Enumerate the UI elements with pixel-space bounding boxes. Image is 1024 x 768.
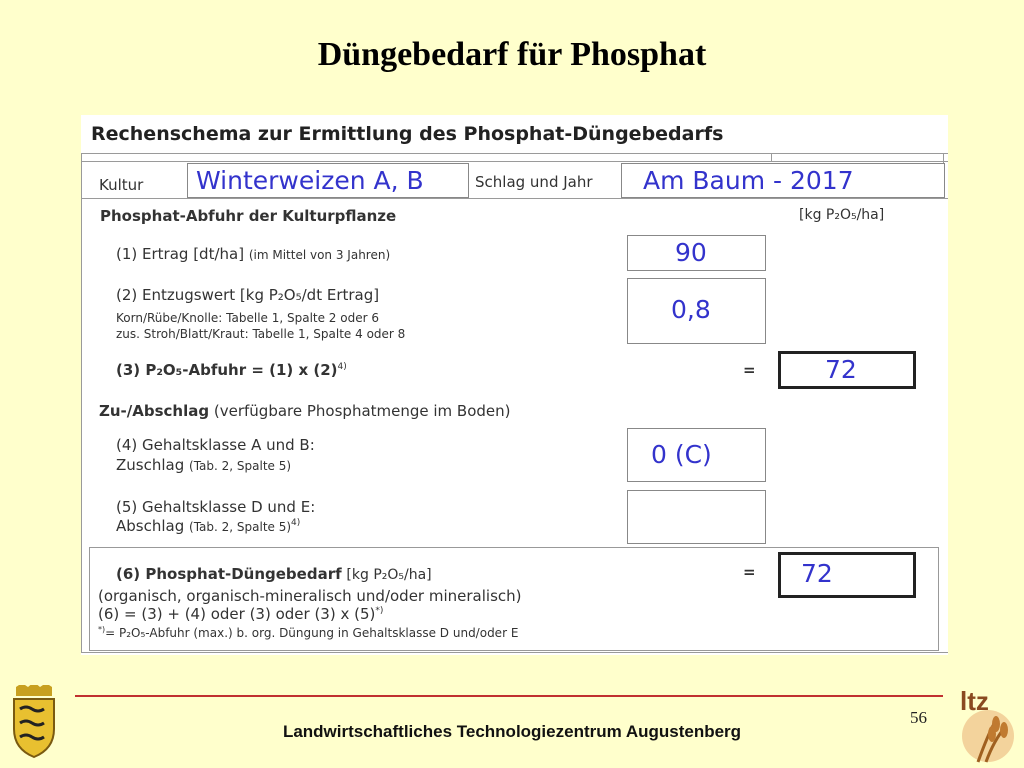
row5-label-a: (5) Gehaltsklasse D und E: xyxy=(116,498,316,516)
fertilizer-demand-field xyxy=(778,552,916,598)
divider xyxy=(771,153,772,161)
calculation-form xyxy=(81,115,948,655)
row6-unit: [kg P₂O₅/ha] xyxy=(346,567,432,583)
section-adjust-note: (verfügbare Phosphatmenge im Boden) xyxy=(213,402,511,420)
row1-label xyxy=(116,245,390,263)
divider xyxy=(81,153,948,154)
fertilizer-demand-value: 72 xyxy=(801,559,833,588)
footer-divider xyxy=(75,695,943,697)
row2-label: (2) Entzugswert [kg P₂O₅/dt Ertrag] xyxy=(116,286,380,304)
row1-text: (1) Ertrag [dt/ha] xyxy=(116,245,245,263)
row6-label xyxy=(116,565,432,583)
row2-note-b: zus. Stroh/Blatt/Kraut: Tabelle 1, Spalte 4 oder 8 xyxy=(116,327,406,341)
field-year-value: Am Baum - 2017 xyxy=(643,166,854,195)
row5-label-b: Abschlag xyxy=(116,517,185,535)
row6-text: (6) Phosphat-Düngebedarf xyxy=(116,565,342,583)
row6-note-sup: *) xyxy=(375,606,384,616)
footnote-mark: *) xyxy=(98,625,106,634)
divider xyxy=(81,652,948,653)
ltz-logo-text: ltz xyxy=(960,686,989,716)
ltz-wheat-logo-icon xyxy=(948,684,1020,764)
row3-label xyxy=(116,361,347,379)
slide-title: Düngebedarf für Phosphat xyxy=(317,36,707,73)
footer-institution: Landwirtschaftliches Technologiezentrum Augustenberg xyxy=(282,722,742,741)
divider xyxy=(81,153,82,653)
row4-label-b: Zuschlag xyxy=(116,456,185,474)
divider xyxy=(81,161,948,162)
field-year-label: Schlag und Jahr xyxy=(475,173,593,191)
page-number: 56 xyxy=(910,708,927,727)
row6-equals: = xyxy=(743,563,756,581)
culture-value: Winterweizen A, B xyxy=(196,166,424,195)
coat-of-arms-icon xyxy=(8,685,60,759)
row6-note-a: (organisch, organisch-mineralisch und/oder mineralisch) xyxy=(98,587,522,605)
surcharge-value: 0 (C) xyxy=(651,440,712,469)
row3-text: (3) P₂O₅-Abfuhr = (1) x (2) xyxy=(116,361,338,379)
row4-label-a: (4) Gehaltsklasse A und B: xyxy=(116,436,315,454)
divider xyxy=(81,198,948,199)
p2o5-removal-value: 72 xyxy=(825,355,857,384)
form-heading: Rechenschema zur Ermittlung des Phosphat-Düngebedarfs xyxy=(91,123,724,145)
row1-note: (im Mittel von 3 Jahren) xyxy=(248,248,391,262)
unit-label: [kg P₂O₅/ha] xyxy=(799,207,885,223)
section-adjust: Zu-/Abschlag xyxy=(99,402,210,420)
row3-sup: 4) xyxy=(337,362,347,372)
row3-equals: = xyxy=(743,361,756,379)
culture-label: Kultur xyxy=(99,176,144,194)
row5-note: (Tab. 2, Spalte 5) xyxy=(189,520,292,534)
footnote-text: = P₂O₅-Abfuhr (max.) b. org. Düngung in Gehaltsklasse D und/oder E xyxy=(105,626,519,640)
section-removal: Phosphat-Abfuhr der Kulturpflanze xyxy=(100,207,397,225)
deduction-field xyxy=(627,490,766,544)
row2-note-a: Korn/Rübe/Knolle: Tabelle 1, Spalte 2 oder 6 xyxy=(116,311,379,325)
row6-note-b: (6) = (3) + (4) oder (3) oder (3) x (5) xyxy=(98,605,376,623)
row5-sup: 4) xyxy=(291,518,301,528)
removal-value: 0,8 xyxy=(671,295,711,324)
yield-value: 90 xyxy=(675,238,707,267)
row4-note: (Tab. 2, Spalte 5) xyxy=(189,459,292,473)
